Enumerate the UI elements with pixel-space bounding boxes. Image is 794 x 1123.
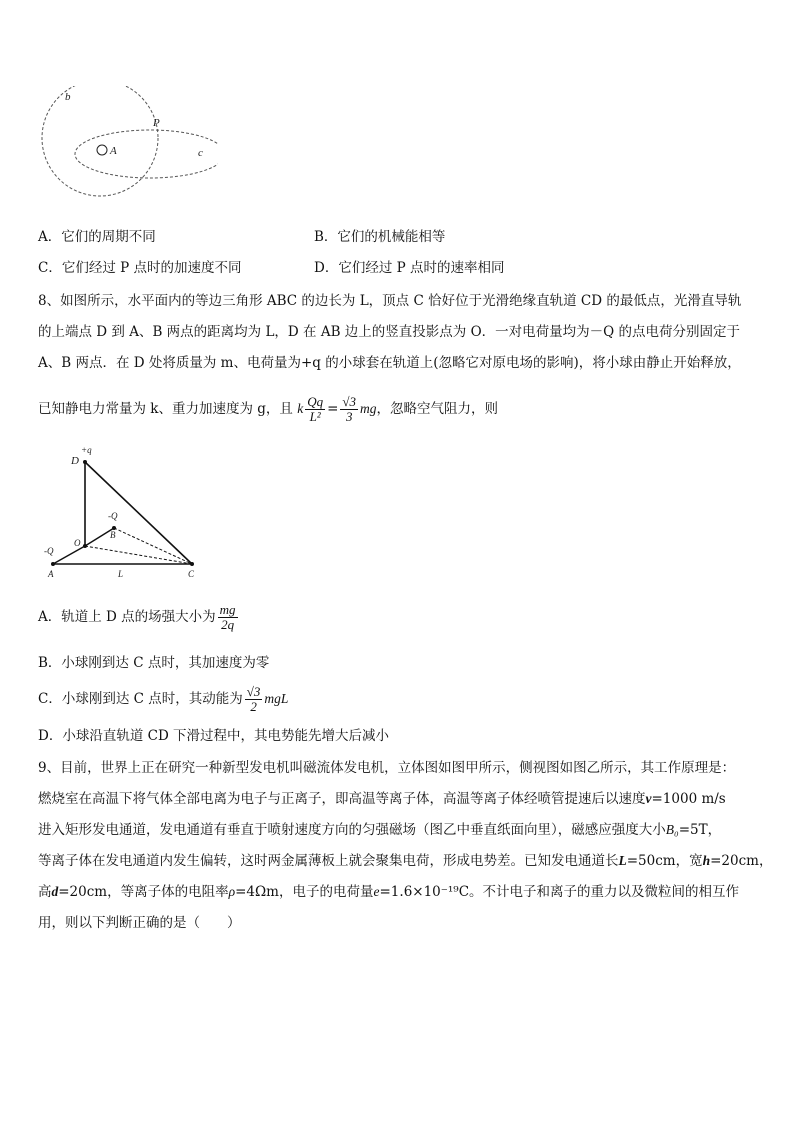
- q9-l5-b: =20cm，等离子体的电阻率: [58, 884, 229, 900]
- q7-option-c[interactable]: C．它们经过 P 点时的加速度不同: [38, 260, 242, 276]
- q9-l5-c: =4Ωm，电子的电荷量: [235, 884, 374, 900]
- q9-stem-line3: [38, 821, 721, 839]
- q8-stem-line4: [38, 392, 498, 426]
- point-c: [190, 562, 194, 566]
- q9-l2-a: 燃烧室在高温下将气体全部电离为电子与正离子，即高温等离子体，高温等离子体经喷管提速后以速度: [38, 791, 646, 807]
- q9-l3-a: 进入矩形发电通道，发电通道有垂直于喷射速度方向的匀强磁场（图乙中垂直纸面向里），磁感应强度大小: [38, 822, 666, 838]
- q9-stem-line1: 9、目前，世界上正在研究一种新型发电机叫磁流体发电机，立体图如图甲所示，侧视图如图乙所示，其工作原理是：: [38, 760, 736, 776]
- label-a: A: [110, 145, 117, 157]
- triangle-figure: [38, 442, 208, 582]
- point-a: [51, 562, 55, 566]
- label-c-point: C: [188, 569, 195, 579]
- label-o: O: [74, 538, 81, 548]
- q8-option-d[interactable]: D．小球沿直轨道 CD 下滑过程中，其电势能先增大后减小: [38, 728, 390, 744]
- q8-line4-suffix: ，忽略空气阻力，则: [376, 401, 499, 417]
- point-o: [83, 544, 87, 548]
- q9-var-e: e: [373, 884, 380, 899]
- q8-opt-a-num: mg: [219, 602, 236, 617]
- q8-option-b[interactable]: B．小球刚到达 C 点时，其加速度为零: [38, 655, 270, 671]
- q9-var-rho: ρ: [228, 884, 236, 899]
- q8-opt-a-fraction: [218, 603, 238, 632]
- q9-var-d: d: [51, 884, 59, 899]
- q8-opt-c-tail: mgL: [264, 691, 289, 706]
- label-a-point: A: [48, 569, 54, 579]
- q7-option-a[interactable]: A．它们的周期不同: [38, 229, 156, 245]
- q8-option-a[interactable]: [38, 600, 240, 634]
- point-d: [83, 460, 87, 464]
- q9-var-h: h: [702, 853, 711, 868]
- q8-opt-c-num: √3: [246, 684, 261, 699]
- q8-rfrac-den: 3: [345, 409, 353, 424]
- q8-fraction-root3-3: [340, 395, 358, 424]
- side-ao: [53, 546, 85, 564]
- q7-option-d[interactable]: D．它们经过 P 点时的速率相同: [314, 260, 505, 276]
- orbit-figure: [38, 86, 218, 210]
- q8-const-k: k: [297, 401, 304, 416]
- q8-opt-c-fraction: [245, 685, 263, 714]
- q9-stem-line6: 用，则以下判断正确的是（ ）: [38, 915, 241, 931]
- dashed-bc: [114, 528, 192, 564]
- q8-fraction-qq-l2: [305, 395, 325, 424]
- q9-l5-a: 高: [38, 884, 52, 900]
- q9-l4-c: =20cm，: [710, 853, 773, 869]
- q7-option-b[interactable]: B．它们的机械能相等: [314, 229, 446, 245]
- q9-var-l: L: [618, 853, 627, 868]
- q8-opt-a-text: A．轨道上 D 点的场强大小为: [38, 609, 216, 625]
- label-d: D: [71, 455, 79, 467]
- q8-line4-prefix: 已知静电力常量为 k、重力加速度为 g，且: [38, 401, 293, 417]
- q9-l2-b: =1000 m/s: [651, 791, 726, 807]
- q8-stem-line3: A、B 两点．在 D 处将质量为 m、电荷量为+q 的小球套在轨道上(忽略它对原电场的影响)，将小球由静止开始释放，: [38, 355, 741, 371]
- q8-stem-line1: 8、如图所示，水平面内的等边三角形 ABC 的边长为 L，顶点 C 恰好位于光滑绝缘直轨道 CD 的最低点，光滑直导轨: [38, 293, 742, 309]
- label-minus-q-a: -Q: [44, 546, 54, 556]
- label-c: c: [198, 147, 203, 159]
- label-b-point: B: [110, 530, 116, 540]
- q8-option-c[interactable]: [38, 682, 288, 716]
- label-p: P: [153, 117, 160, 129]
- label-side-l: L: [118, 569, 124, 579]
- q8-opt-c-den: 2: [250, 699, 257, 714]
- label-b: b: [65, 91, 71, 103]
- q9-var-b0: B₀: [665, 822, 679, 837]
- q9-l3-b: =5T，: [678, 822, 722, 838]
- label-minus-q-b: -Q: [108, 511, 118, 521]
- q8-mg: mg: [360, 401, 377, 416]
- q8-rfrac-num: √3: [342, 394, 357, 409]
- q8-opt-c-text: C．小球刚到达 C 点时，其动能为: [38, 691, 243, 707]
- q9-var-v: v: [645, 791, 652, 806]
- q8-opt-a-den: 2q: [221, 617, 235, 632]
- planet-a: [97, 145, 107, 155]
- q9-stem-line2: [38, 790, 726, 808]
- q8-equals: =: [327, 401, 339, 417]
- q8-stem-line2: 的上端点 D 到 A、B 两点的距离均为 L，D 在 AB 边上的竖直投影点为 O．一对电荷量均为－Q 的点电荷分别固定于: [38, 324, 740, 340]
- orbit-c-ellipse: [75, 130, 218, 178]
- q9-stem-line5: [38, 883, 739, 901]
- orbit-b-circle: [42, 86, 158, 196]
- q9-l4-a: 等离子体在发电通道内发生偏转，这时两金属薄板上就会聚集电荷，形成电势差。已知发电通道长: [38, 853, 619, 869]
- q9-stem-line4: [38, 852, 772, 870]
- label-plus-q: +q: [81, 445, 92, 455]
- q9-l5-d: =1.6×10⁻¹⁹C。不计电子和离子的重力以及微粒间的相互作: [379, 884, 740, 900]
- q9-l4-b: =50cm，宽: [626, 853, 703, 869]
- q8-frac-den: L²: [309, 409, 321, 424]
- q8-frac-num: Qq: [307, 394, 324, 409]
